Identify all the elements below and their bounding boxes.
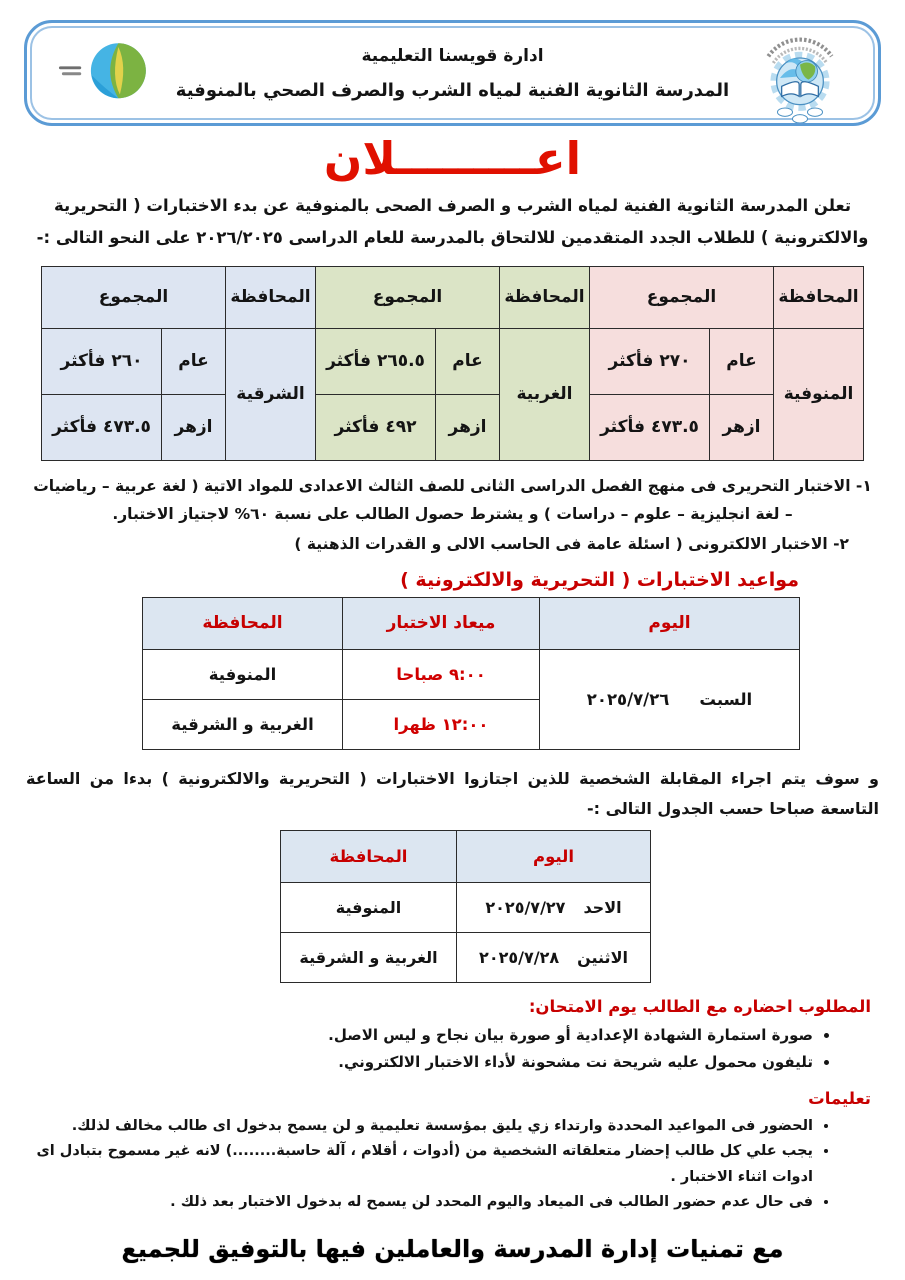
track-general: عام [436,328,500,394]
interview-row-gharbia-sharqia [281,933,651,983]
col-governorate: المحافظة [281,831,457,883]
scores-row-azhar [42,394,864,460]
interview-row-menoufia [281,883,651,933]
required-items-heading: المطلوب احضاره مع الطالب يوم الامتحان: [528,997,871,1017]
interview-day-date: ٢٠٢٥/٧/٢٨ [479,948,560,968]
col-day: اليوم [540,597,800,649]
col-day: اليوم [457,831,651,883]
interview-schedule-table [280,830,651,983]
exam-day-name: السبت [699,689,753,709]
instructions-heading: تعليمات [808,1088,871,1108]
exam-schedule-heading: مواعيد الاختبارات ( التحريرية والالكترونية ) [400,568,799,591]
track-general: عام [710,328,774,394]
schedule-gov-gharbia-sharqia: الغربية و الشرقية [143,699,343,749]
interview-day-name: الاحد [583,898,622,918]
governorate-sharqia: الشرقية [226,328,316,460]
intro-paragraph: تعلن المدرسة الثانوية الفنية لمياه الشرب و الصرف الصحى بالمنوفية عن بدء الاختبارات ( التحريرية والالكترونية ) للطلاب الجدد المتقدمين للالتحاق بالمدرسة للعام الدراسى ٢٠٢٦/٢٠٢٥ على النحو التالى :- [36,195,869,247]
score-value: ٤٧٣.٥ فأكثر [42,394,162,460]
interview-paragraph: و سوف يتم اجراء المقابلة الشخصية للذين اجتازوا الاختبارات ( التحريرية والالكترونية ) بدءا من الساعة التاسعة صباحا حسب الجدول التالى :- [26,768,879,818]
header-banner [24,20,881,126]
school-name: المدرسة الثانوية الفنية لمياه الشرب والصرف الصحي بالمنوفية [175,79,730,101]
col-exam-time: ميعاد الاختبار [343,597,540,649]
score-value: ٤٧٣.٥ فأكثر [590,394,710,460]
track-general: عام [162,328,226,394]
governorate-menoufia: المنوفية [774,328,864,460]
governorate-gharbia: الغربية [500,328,590,460]
col-governorate: المحافظة [143,597,343,649]
total-header-gharbia: المجموع [316,266,500,328]
page-title: اعـــــــــلان [323,132,582,185]
track-azhar: ازهر [710,394,774,460]
water-company-globe-logo [53,23,157,123]
schedule-gov-menoufia: المنوفية [143,649,343,699]
gov-header-gharbia: المحافظة [500,266,590,328]
closing-wishes: مع تمنيات إدارة المدرسة والعاملين فيها بالتوفيق للجميع [121,1235,784,1264]
total-header-sharqia: المجموع [42,266,226,328]
instruction-item: • يجب علي كل طالب إحضار متعلقاته الشخصية من (أدوات ، أقلام ، آلة حاسبة........) لانه غير مسموح بتبادل اى ادوات اثناء الاختبار . [20,1139,813,1190]
score-value: ٢٧٠ فأكثر [590,328,710,394]
exam-notes [30,473,875,559]
total-header-menoufia: المجموع [590,266,774,328]
note-written-exam: ١- الاختبار التحريرى فى منهج الفصل الدراسى الثانى للصف الثالث الاعدادى للمواد الاتية ( لغة عربية – رياضيات – لغة انجليزية – علوم – دراسات ) و يشترط حصول الطالب على نسبة ٦٠% لاجتياز الاختبار. [33,476,872,523]
instruction-item: • فى حال عدم حضور الطالب فى الميعاد واليوم المحدد لن يسمح له بدخول الاختبار بعد ذلك . [20,1190,813,1215]
header-text [157,46,748,101]
schedule-header-row [143,597,800,649]
required-item: • تليفون محمول عليه شريحة نت مشحونة لأداء الاختبار الالكتروني. [20,1049,813,1075]
exam-time-gharbia-sharqia: ١٢:٠٠ ظهرا [343,699,540,749]
exam-day-date: ٢٠٢٥/٧/٢٦ [586,689,670,709]
exam-day-cell [540,649,800,749]
score-value: ٤٩٢ فأكثر [316,394,436,460]
schedule-row-menoufia [143,649,800,699]
interview-gov-gharbia-sharqia: الغربية و الشرقية [281,933,457,983]
administration-name: ادارة قويسنا التعليمية [361,45,544,66]
exam-time-menoufia: ٩:٠٠ صباحا [343,649,540,699]
gov-header-sharqia: المحافظة [226,266,316,328]
interview-day-cell [457,883,651,933]
score-value: ٢٦٠ فأكثر [42,328,162,394]
note-electronic-exam: ٢- الاختبار الالكترونى ( اسئلة عامة فى الحاسب الالى و القدرات الذهنية ) [294,534,849,553]
gov-header-menoufia: المحافظة [774,266,864,328]
interview-header-row [281,831,651,883]
instructions-list [20,1114,833,1216]
required-item: • صورة استمارة الشهادة الإعدادية أو صورة بيان نجاح و ليس الاصل. [20,1022,813,1048]
scores-row-general [42,328,864,394]
exam-schedule-table [142,597,800,750]
interview-gov-menoufia: المنوفية [281,883,457,933]
school-gear-book-globe-logo [748,23,852,123]
interview-day-date: ٢٠٢٥/٧/٢٧ [485,898,566,918]
scores-header-row [42,266,864,328]
track-azhar: ازهر [162,394,226,460]
minimum-scores-table [41,266,864,461]
required-items-list [20,1022,833,1075]
score-value: ٢٦٥.٥ فأكثر [316,328,436,394]
track-azhar: ازهر [436,394,500,460]
instruction-item: • الحضور فى المواعيد المحددة وارتداء زي يليق بمؤسسة تعليمية و لن يسمح بدخول اى طالب مخالف لذلك. [20,1114,813,1139]
interview-day-name: الاثنين [577,948,628,968]
interview-day-cell [457,933,651,983]
